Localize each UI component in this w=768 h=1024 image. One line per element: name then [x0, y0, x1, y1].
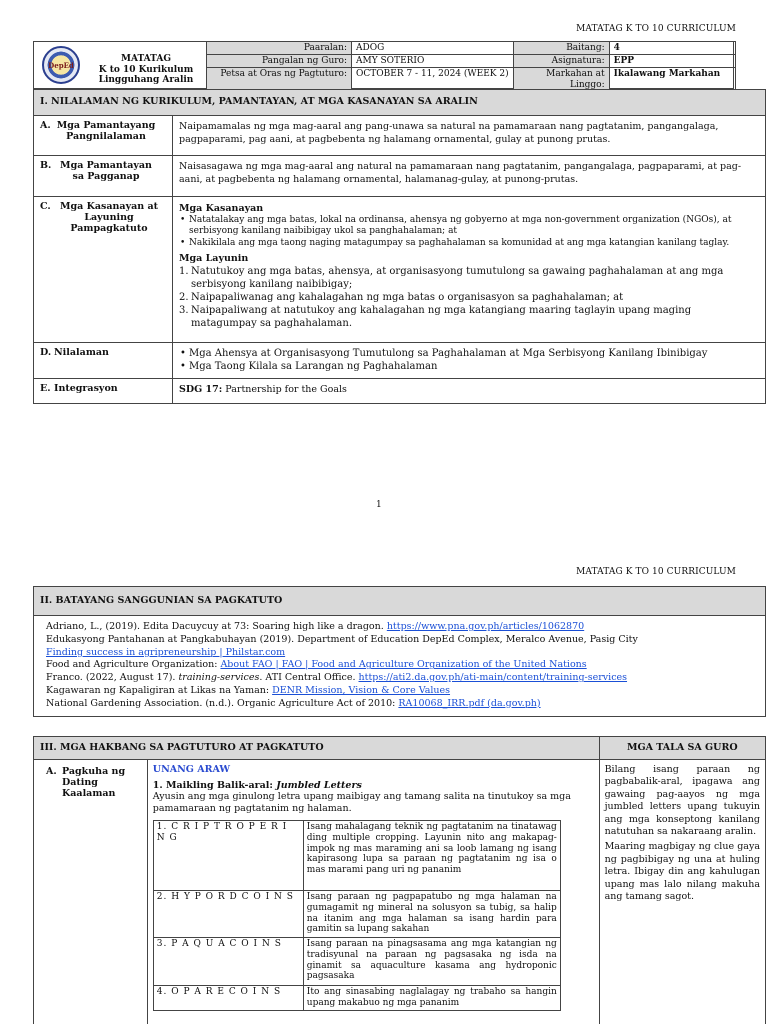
row-e-label [34, 379, 173, 404]
brand-block [34, 42, 206, 88]
jumbled-clue: Isang mahalagang teknik ng pagtatanim na tinatawag ding multiple cropping. Layunin nito ang makapag-impok ng mas maraming ani sa loob lamang ng isang kapirasong lupa sa paraan ng pagtatanim ng isa o mas marami pang uri ng pananim [303, 821, 560, 891]
layunin-num: 3. [179, 305, 189, 317]
info-grid [206, 41, 736, 93]
row-b-label-text: Mga Pamantayan sa Pagganap [60, 160, 152, 182]
kasanayan-item: • Natatalakay ang mga batas, lokal na ordinansa, ahensya ng gobyerno at mga non-government organization (NGOs), at serbisyong kanilang naibibigay ukol sa panghahalaman; at [179, 215, 759, 238]
layunin-num: 2. [179, 292, 189, 304]
row-a-content: Naipamamalas ng mga mag-aaral ang pang-unawa sa natural na pamamaraan nang pagtatanim, pangangalaga, pagpaparami, pag aani, at pagbebenta ng halamang ornamental, gulay at punong prutas. [173, 116, 766, 156]
row-d-label-text: Nilalaman [54, 347, 109, 358]
brand-line2: K to 10 Kurikulum [98, 64, 194, 75]
kasanayan-item: • Nakikilala ang mga taong naging matagumpay sa paghahalaman sa komunidad at ang mga katangian kanilang taglay. [179, 238, 759, 249]
section3-table [33, 736, 766, 1024]
layunin-item [179, 304, 759, 330]
quarter-label: Markahan at Linggo: [513, 68, 609, 93]
curriculum-header-1: MATATAG K TO 10 CURRICULUM [576, 24, 736, 34]
reference-item [46, 672, 753, 685]
school-value: ADOG [352, 42, 514, 55]
jumbled-table [153, 820, 561, 1011]
row-c-content [173, 197, 766, 343]
layunin-text: Natutukoy ang mga batas, ahensya, at organisasyong tumutulong sa gawaing paghahalaman at ang mga serbisyong kanilang naibibigay; [191, 266, 724, 291]
reference-item [46, 621, 753, 634]
row-b-label [34, 156, 173, 197]
row-c-letter: C. [40, 201, 51, 212]
ref-link[interactable]: RA10068_IRR.pdf (da.gov.ph) [398, 697, 541, 709]
row-a-label-text: Mga Pamantayang Pangnilalaman [56, 120, 156, 142]
reference-item [46, 647, 753, 660]
activity-instructions: Ayusin ang mga ginulong letra upang maibigay ang tamang salita na tinutukoy sa mga pamamaraan ng pagtatanim ng halaman. [152, 791, 571, 814]
row-d-content [173, 343, 766, 379]
logo-text: DepEd [48, 61, 74, 70]
jumbled-word: 4. O P A R E C O I N S [153, 986, 303, 1011]
brand-line1: MATATAG [120, 54, 172, 64]
jumbled-clue: Isang paraan na pinagsasama ang mga katangian ng tradisyunal na paraan ng pagsasaka ng isda na ginamit sa aquaculture kasama ang hydroponic pagsasaka [303, 938, 560, 986]
section1-title: I. NILALAMAN NG KURIKULUM, PAMANTAYAN, AT MGA KASANAYAN SA ARALIN [34, 90, 766, 116]
references-list [34, 616, 766, 717]
row-a2-letter: A. [46, 766, 57, 777]
section3-title: III. MGA HAKBANG SA PAGTUTURO AT PAGKATUTO [34, 737, 600, 760]
brand-title [86, 54, 206, 86]
row-d-letter: D. [40, 347, 52, 358]
kasanayan-title: Mga Kasanayan [179, 203, 264, 214]
date-value: OCTOBER 7 - 11, 2024 (WEEK 2) [352, 68, 514, 93]
teacher-label: Pangalan ng Guro: [207, 55, 352, 68]
row-b-content: Naisasagawa ng mga mag-aaral ang natural na pamamaraan nang pagtatanim, pangangalaga, pagpaparami, at pag-aani, at pagbebenta ng halamang ornamental, halamanag-gulay, at punong-prutas. [173, 156, 766, 197]
jumbled-word: 1. C R I P T R O P E R I N G [153, 821, 303, 891]
row-b-letter: B. [40, 160, 52, 171]
row-e-content [173, 379, 766, 404]
curriculum-header-2: MATATAG K TO 10 CURRICULUM [576, 567, 736, 577]
layunin-text: Naipapaliwang at natutukoy ang kahalagahan ng mga katangiang maaring taglayin upang maging matagumpay sa paghahalaman. [191, 305, 692, 330]
subject-label: Asignatura: [513, 55, 609, 68]
nilalaman-item: • Mga Taong Kilala sa Larangan ng Paghahalaman [179, 360, 759, 373]
ref-link[interactable]: Finding success in agripreneurship | Philstar.com [46, 646, 286, 658]
school-label: Paaralan: [207, 42, 352, 55]
nilalaman-item: • Mga Ahensya at Organisasyong Tumutulong sa Paghahalaman at Mga Serbisyong Kanilang Ibinibigay [179, 347, 759, 360]
row-a2-label [34, 760, 148, 1024]
row-c-label [34, 197, 173, 343]
quarter-value: Ikalawang Markahan [609, 68, 735, 93]
ref-link[interactable]: https://ati2.da.gov.ph/ati-main/content/training-services [358, 672, 628, 684]
sdg-label: SDG 17: [179, 384, 223, 395]
ref-text: National Gardening Association. (n.d.). Organic Agriculture Act of 2010: [46, 697, 399, 709]
row-c-label-text: Mga Kasanayan at Layuning Pampagkatuto [59, 201, 159, 234]
grade-value: 4 [609, 42, 735, 55]
jumbled-row [153, 891, 560, 938]
ref-link[interactable]: DENR Mission, Vision & Core Values [272, 684, 451, 696]
tala-paragraph: Bilang isang paraan ng pagbabalik-aral, ipagawa ang gawaing pag-aayos ng mga jumbled letters upang tukuyin ang mga konseptong kanilang natutuhan sa nakaraang aralin. [604, 764, 760, 838]
layunin-num: 1. [179, 266, 189, 278]
layunin-list [179, 265, 759, 330]
row-d-label [34, 343, 173, 379]
ref-italic: training-services [178, 672, 260, 684]
subject-value: EPP [609, 55, 735, 68]
section2-table [33, 586, 766, 717]
layunin-title: Mga Layunin [179, 253, 249, 265]
jumbled-clue: Ito ang sinasabing naglalagay ng trabaho sa hangin upang makabuo ng mga pananim [303, 986, 560, 1011]
reference-item [46, 685, 753, 698]
reference-item [46, 634, 753, 647]
day-label: UNANG ARAW [152, 764, 231, 775]
activity-italic: Jumbled Letters [276, 780, 362, 791]
reference-item [46, 659, 753, 672]
kasanayan-list [179, 215, 759, 249]
reference-item [46, 698, 753, 711]
teacher-value: AMY SOTERIO [352, 55, 514, 68]
row-e-letter: E. [40, 383, 51, 394]
section2-title: II. BATAYANG SANGGUNIAN SA PAGKATUTO [34, 587, 766, 616]
grade-label: Baitang: [513, 42, 609, 55]
ref-text: Food and Agriculture Organization: [46, 659, 221, 671]
jumbled-word: 2. H Y P O R D C O I N S [153, 891, 303, 938]
tala-title: MGA TALA SA GURO [599, 737, 765, 760]
jumbled-word: 3. P A Q U A C O I N S [153, 938, 303, 986]
tala-paragraph: Maaring magbigay ng clue gaya ng pagbibigay ng una at huling letra. Ibigay din ang kahulugan upang mas lalo nilang makuha ang tamang sagot. [604, 841, 760, 903]
sdg-text: Partnership for the Goals [222, 384, 347, 395]
layunin-item [179, 291, 759, 304]
ref-text: Adriano, L., (2019). Edita Dacuycuy at 73: Soaring high like a dragon. [46, 621, 387, 632]
row-a-letter: A. [40, 120, 51, 131]
brand-line3: Lingguhang Aralin [98, 75, 194, 85]
jumbled-row [153, 938, 560, 986]
jumbled-row [153, 821, 560, 891]
row-e-label-text: Integrasyon [54, 383, 118, 394]
row-a2-content [147, 760, 599, 1024]
section1-table [33, 89, 766, 404]
ref-link[interactable]: About FAO | FAO | Food and Agriculture Organization of the United Nations [220, 659, 587, 671]
ref-text: Edukasyong Pantahanan at Pangkabuhayan (2019). Department of Education DepEd Complex, Meralco Avenue, Pasig City [46, 633, 638, 645]
deped-logo-icon [42, 46, 80, 84]
jumbled-row [153, 986, 560, 1011]
ref-text: . ATI Central Office. [259, 672, 359, 684]
page-number: 1 [376, 500, 382, 510]
ref-text: Franco. (2022, August 17). [46, 672, 179, 684]
lesson-header [33, 41, 734, 89]
activity-prefix: 1. Maikling Balik-aral: [152, 780, 277, 791]
tala-content [599, 760, 765, 1024]
ref-link[interactable]: https://www.pna.gov.ph/articles/1062870 [386, 621, 585, 632]
layunin-item [179, 265, 759, 291]
jumbled-clue: Isang paraan ng pagpapatubo ng mga halaman na gumagamit ng mineral na solusyon sa tubig, sa halip na itanim ang mga halaman sa isang hardin para gamitin sa lupang sakahan [303, 891, 560, 938]
date-label: Petsa at Oras ng Pagtuturo: [207, 68, 352, 93]
nilalaman-list [179, 347, 759, 373]
activity-title [153, 780, 595, 791]
layunin-text: Naipapaliwanag ang kahalagahan ng mga batas o organisasyon sa paghahalaman; at [191, 292, 624, 304]
row-a-label [34, 116, 173, 156]
row-a2-label-text: Pagkuha ng Dating Kaalaman [62, 766, 126, 799]
ref-text: Kagawaran ng Kapaligiran at Likas na Yaman: [46, 684, 273, 696]
